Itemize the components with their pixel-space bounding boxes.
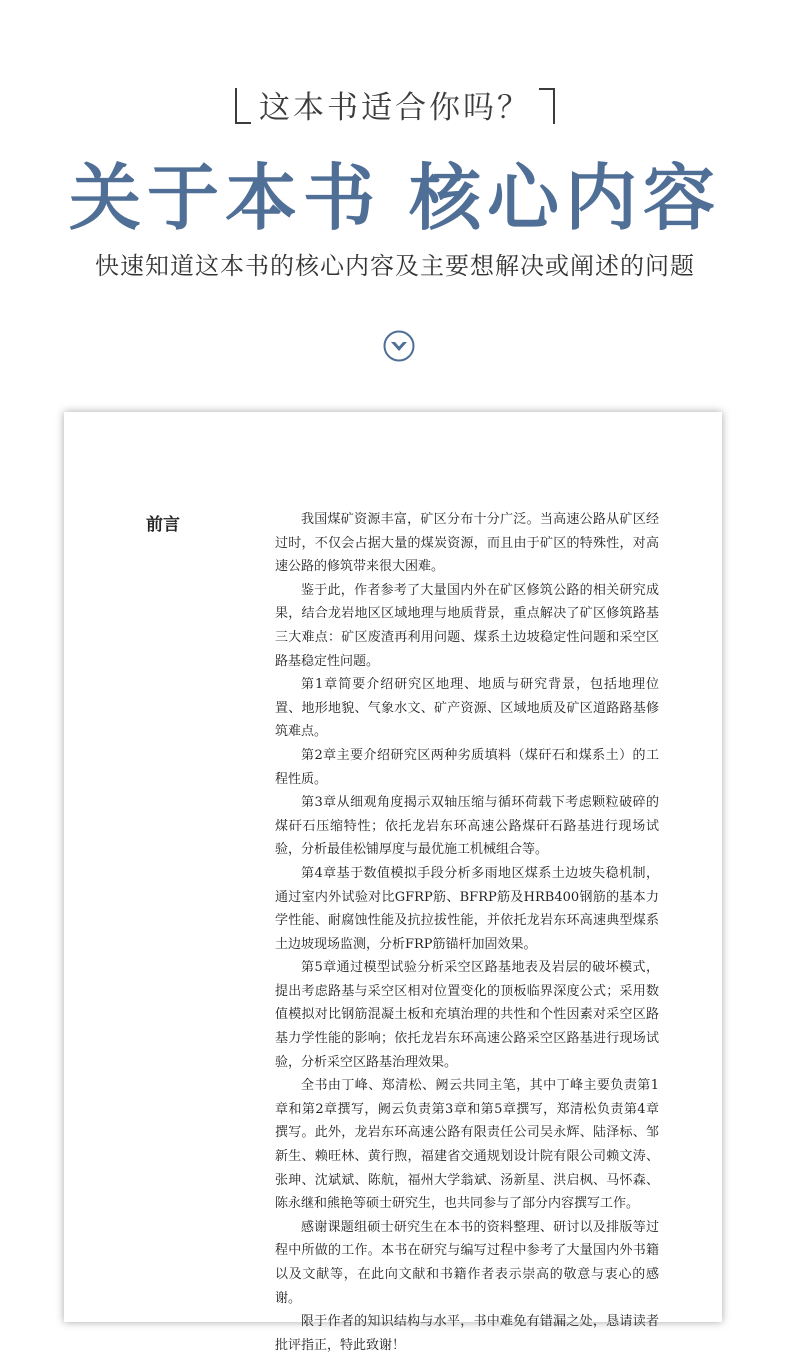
paragraph: 限于作者的知识结构与水平，书中难免有错漏之处，恳请读者批评指正，特此致谢！ (275, 1314, 659, 1353)
title-left: 关于本书 (68, 155, 381, 240)
preface-body (275, 508, 659, 1357)
page-title (0, 140, 790, 244)
section-question (0, 82, 790, 127)
paragraph: 第2章主要介绍研究区两种劣质填料（煤矸石和煤系土）的工程性质。 (275, 747, 659, 787)
question-text: 这本书适合你吗？ (259, 90, 531, 126)
page-description: 快速知道这本书的核心内容及主要想解决或阐述的问题 (95, 252, 695, 280)
title-right: 核心内容 (409, 155, 722, 240)
paragraph: 感谢课题组硕士研究生在本书的资料整理、研讨以及排版等过程中所做的工作。本书在研究与编写过程中参考了大量国内外书籍以及文献等，在此向文献和书籍作者表示崇高的敬意与衷心的感谢。 (275, 1219, 659, 1306)
chevron-down-circle-icon (383, 330, 415, 362)
paragraph: 全书由丁峰、郑清松、阙云共同主笔，其中丁峰主要负责第1章和第2章撰写，阙云负责第3章和第5章撰写，郑清松负责第4章撰写。此外，龙岩东环高速公路有限责任公司吴永辉、陆泽标、邹新生、赖旺林、黄行煦，福建省交通规划设计院有限公司赖文涛、张珅、沈斌斌、陈航，福州大学翁斌、汤新星、洪启枫、马怀森、陈永继和熊艳等硕士研究生，也共同参与了部分内容撰写工作。 (275, 1078, 659, 1212)
paragraph: 第1章简要介绍研究区地理、地质与研究背景，包括地理位置、地形地貌、气象水文、矿产资源、区域地质及矿区道路路基修筑难点。 (275, 677, 659, 740)
paragraph: 第3章从细观角度揭示双轴压缩与循环荷载下考虑颗粒破碎的煤矸石压缩特性；依托龙岩东环高速公路煤矸石路基进行现场试验，分析最佳松铺厚度与最优施工机械组合等。 (275, 795, 659, 858)
book-page (64, 412, 722, 1353)
preface-heading: 前言 (146, 515, 180, 535)
paragraph: 第5章通过模型试验分析采空区路基地表及岩层的破坏模式，提出考虑路基与采空区相对位置变化的顶板临界深度公式；采用数值模拟对比钢筋混凝土板和充填治理的共性和个性因素对采空区路基力学性能的影响；依托龙岩东环高速公路采空区路基进行现场试验，分析采空区路基治理效果。 (275, 960, 659, 1070)
right-bracket-icon (539, 88, 555, 124)
paragraph: 鉴于此，作者参考了大量国内外在矿区修筑公路的相关研究成果，结合龙岩地区区域地理与地质背景，重点解决了矿区修筑路基三大难点：矿区废渣再利用问题、煤系土边坡稳定性问题和采空区路基稳定性问题。 (275, 582, 659, 669)
left-bracket-icon (235, 88, 251, 124)
paragraph: 第4章基于数值模拟手段分析多雨地区煤系土边坡失稳机制，通过室内外试验对比GFRP筋、BFRP筋及HRB400钢筋的基本力学性能、耐腐蚀性能及抗拉拔性能，并依托龙岩东环高速典型煤系土边坡现场监测，分析FRP筋锚杆加固效果。 (275, 865, 659, 952)
paragraph: 我国煤矿资源丰富，矿区分布十分广泛。当高速公路从矿区经过时，不仅会占据大量的煤炭资源，而且由于矿区的特殊性，对高速公路的修筑带来很大困难。 (275, 512, 659, 575)
